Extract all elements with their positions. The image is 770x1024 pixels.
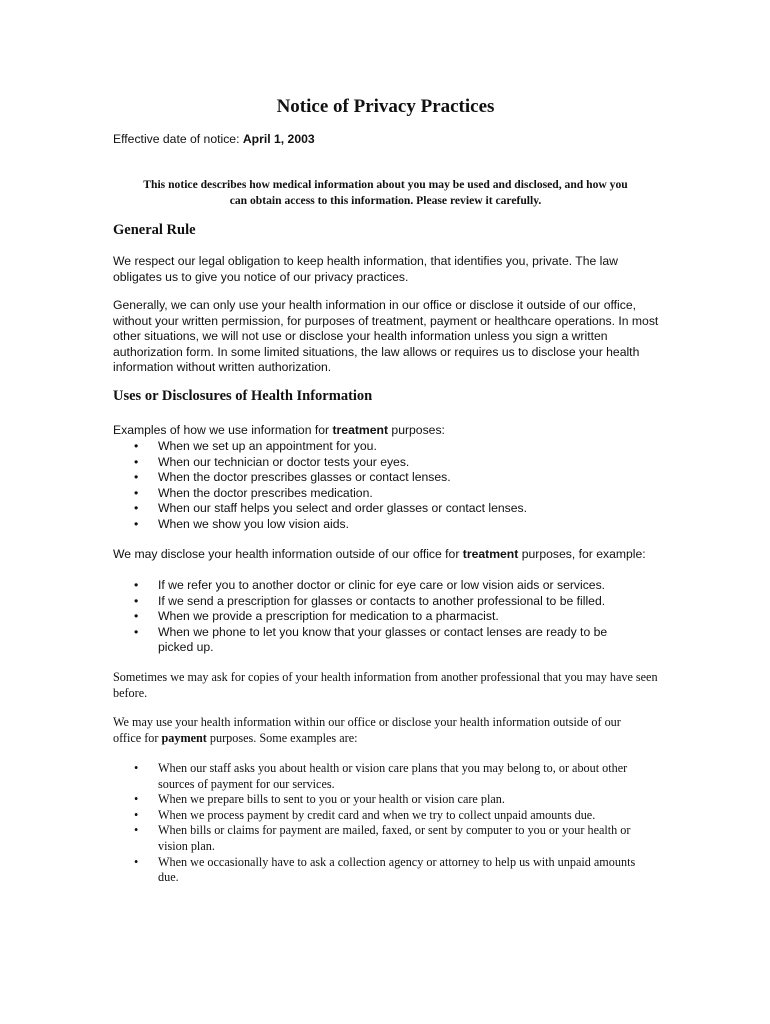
- list-item: • When we provide a prescription for medication to a pharmacist.: [134, 609, 499, 624]
- general-rule-paragraph-2: Generally, we can only use your health information in our office or disclose it outside of our office, without your written permission, for purposes of treatment, payment or healthcare operations. In most other situations, we will not use or disclose your health information unless you sign a written authorization form. In some limited situations, the law allows or requires us to disclose your health information without written authorization.: [113, 298, 659, 375]
- payment-list: [113, 761, 658, 886]
- payment-intro-text: We may use your health information within our office or disclose your health information outside of our office for: [113, 715, 621, 745]
- disclose-intro-text: We may disclose your health information outside of our office for: [113, 547, 463, 561]
- treatment-intro-text: Examples of how we use information for: [113, 423, 333, 437]
- disclose-treatment-bold: treatment: [462, 547, 519, 561]
- bullet-icon: •: [134, 854, 139, 869]
- treatment-intro-suffix: purposes:: [388, 423, 445, 437]
- bullet-icon: •: [134, 761, 139, 775]
- general-rule-paragraph-1: We respect our legal obligation to keep health information, that identifies you, private. The law obligates us to give you notice of our privacy practices.: [113, 254, 618, 284]
- list-item: • When our staff helps you select and order glasses or contact lenses.: [134, 501, 527, 516]
- treatment-intro: [113, 423, 663, 439]
- bullet-icon: •: [134, 439, 139, 453]
- copies-paragraph: Sometimes we may ask for copies of your health information from another professional that you may have seen before.: [113, 670, 658, 700]
- page-title: Notice of Privacy Practices: [276, 96, 495, 117]
- disclose-intro: [113, 547, 663, 563]
- effective-date-value: April 1, 2003: [242, 132, 315, 146]
- intro-notice: [113, 177, 658, 208]
- treatment-list: [113, 439, 663, 533]
- bullet-icon: •: [134, 792, 139, 807]
- bullet-icon: •: [134, 823, 139, 838]
- bullet-icon: •: [134, 807, 139, 822]
- list-item: • When the doctor prescribes glasses or contact lenses.: [134, 470, 451, 485]
- list-item: • When we set up an appointment for you.: [134, 439, 377, 453]
- uses-disclosures-heading: Uses or Disclosures of Health Information: [113, 388, 373, 404]
- intro-line-1: This notice describes how medical information about you may be used and disclosed, and how you: [143, 178, 628, 191]
- list-item: • When we occasionally have to ask a collection agency or attorney to help us with unpaid amounts due.: [134, 854, 636, 885]
- list-item: • If we send a prescription for glasses or contacts to another professional to be filled.: [134, 593, 606, 608]
- payment-intro: [113, 715, 648, 746]
- list-item: • When we phone to let you know that your glasses or contact lenses are ready to be picked up.: [134, 624, 608, 655]
- list-item: • When we prepare bills to sent to you or your health or vision care plan.: [134, 792, 505, 807]
- list-item: • When our technician or doctor tests your eyes.: [134, 454, 410, 469]
- bullet-icon: •: [134, 470, 139, 485]
- effective-date-line: [113, 132, 315, 148]
- disclose-intro-suffix: purposes, for example:: [518, 547, 646, 561]
- bullet-icon: •: [134, 485, 139, 500]
- intro-line-2: can obtain access to this information. Please review it carefully.: [229, 193, 542, 207]
- effective-date-label: Effective date of notice:: [113, 132, 243, 146]
- list-item: • When the doctor prescribes medication.: [134, 485, 373, 500]
- bullet-icon: •: [134, 501, 139, 516]
- bullet-icon: •: [134, 609, 139, 624]
- bullet-icon: •: [134, 624, 139, 639]
- bullet-icon: •: [134, 454, 139, 469]
- payment-intro-suffix: purposes. Some examples are:: [206, 730, 358, 745]
- bullet-icon: •: [134, 516, 139, 531]
- general-rule-heading: General Rule: [113, 222, 196, 238]
- list-item: • When we process payment by credit card and when we try to collect unpaid amounts due.: [134, 807, 596, 822]
- treatment-bold: treatment: [332, 423, 389, 437]
- list-item: • If we refer you to another doctor or clinic for eye care or low vision aids or services.: [134, 578, 606, 592]
- bullet-icon: •: [134, 593, 139, 608]
- list-item: • When we show you low vision aids.: [134, 516, 350, 531]
- payment-bold: payment: [161, 730, 207, 745]
- disclose-list: [113, 578, 663, 656]
- list-item: • When bills or claims for payment are mailed, faxed, or sent by computer to you or your health or vision plan.: [134, 823, 631, 853]
- list-item: • When our staff asks you about health or vision care plans that you may belong to, or about other sources of payment for our services.: [134, 761, 628, 791]
- bullet-icon: •: [134, 578, 139, 592]
